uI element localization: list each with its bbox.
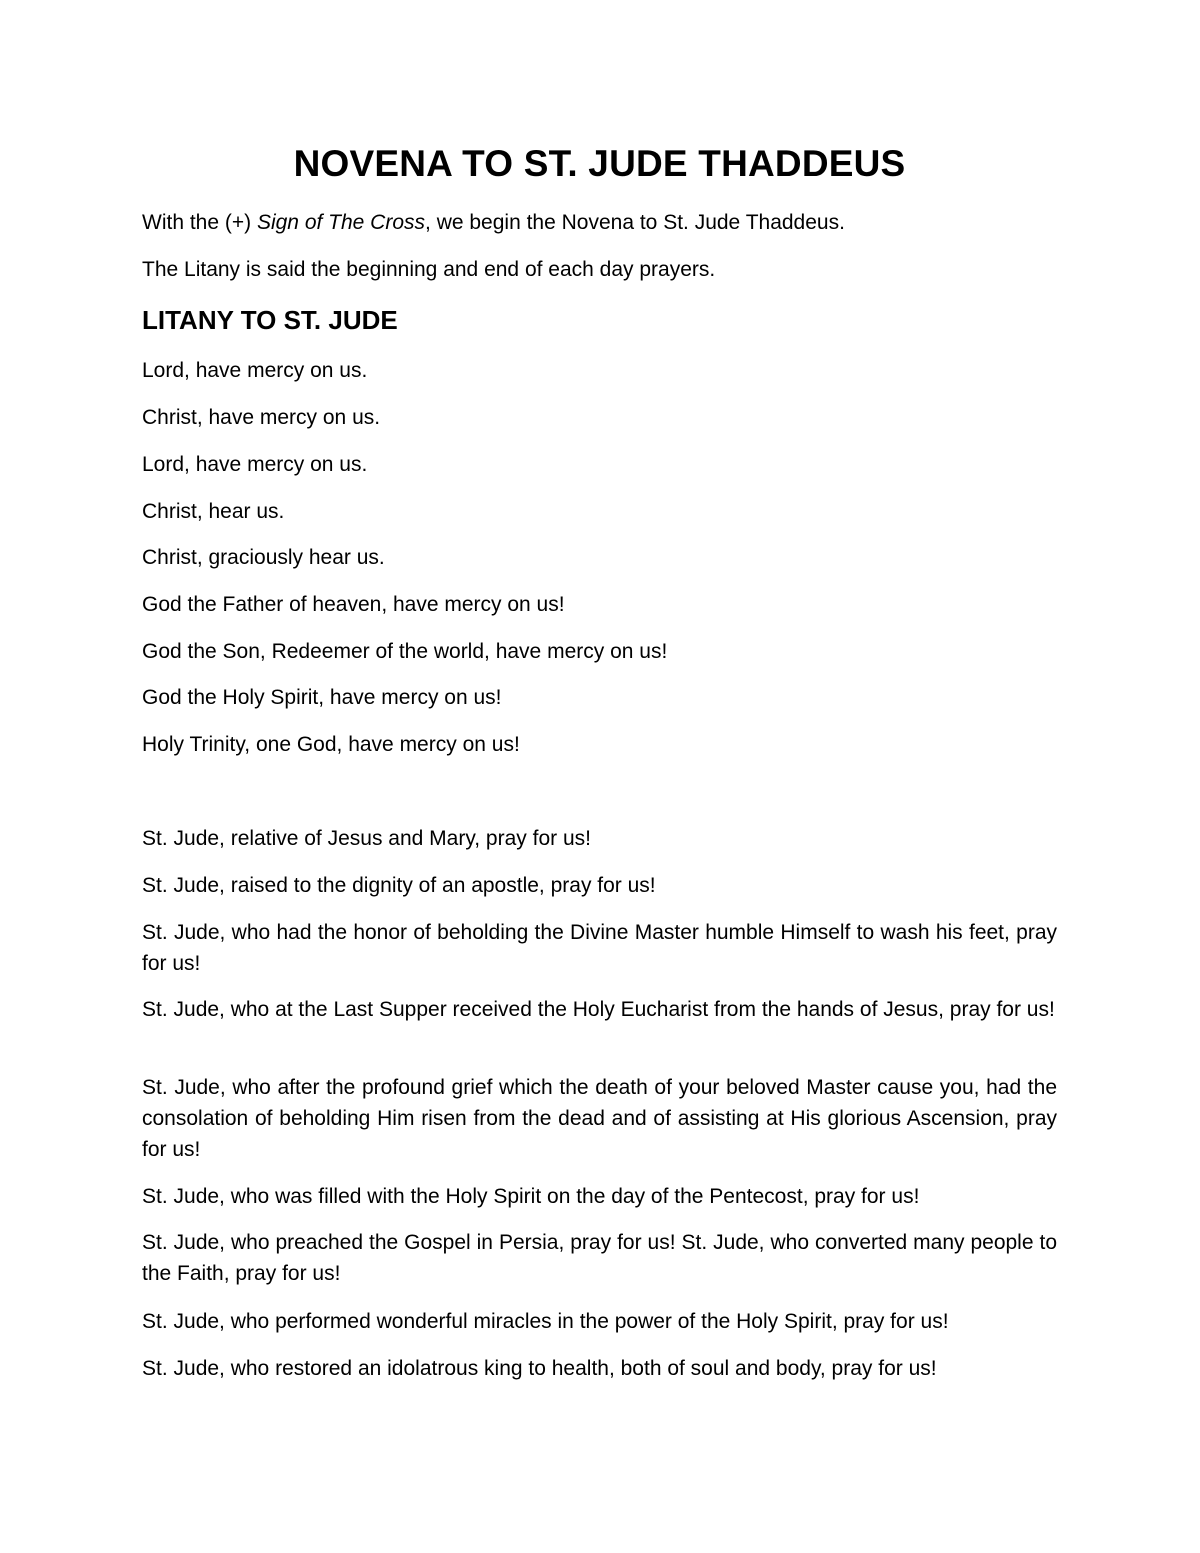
invocation-line: Christ, have mercy on us. [142,406,381,429]
litany-instruction: The Litany is said the beginning and end of each day prayers. [142,258,716,281]
sign-of-cross-text: Sign of The Cross [256,211,426,234]
invocation-line: Christ, graciously hear us. [142,546,385,569]
intro-paragraph [142,207,1057,238]
petition-line: St. Jude, who was filled with the Holy Spirit on the day of the Pentecost, pray for us! [142,1185,920,1208]
invocation-line: Lord, have mercy on us. [142,453,368,476]
petition-line: St. Jude, who had the honor of beholding the Divine Master humble Himself to wash his feet, pray for us! [142,921,1057,975]
petition-line: St. Jude, who at the Last Supper received the Holy Eucharist from the hands of Jesus, pray for us! [142,998,1055,1021]
intro-text-end: , we begin the Novena to St. Jude Thaddeus. [425,211,845,234]
petition-line: St. Jude, raised to the dignity of an apostle, pray for us! [142,874,656,897]
invocation-line: Lord, have mercy on us. [142,359,368,382]
invocation-line: God the Holy Spirit, have mercy on us! [142,686,502,709]
petition-line: St. Jude, who after the profound grief which the death of your beloved Master cause you, had the consolation of beholding Him risen from the dead and of assisting at His glorious Ascension, pray for us! [142,1076,1057,1161]
document-title: NOVENA TO ST. JUDE THADDEUS [293,143,906,184]
petition-line: St. Jude, who preached the Gospel in Persia, pray for us! St. Jude, who converted many people to the Faith, pray for us! [142,1231,1057,1285]
invocation-line: Holy Trinity, one God, have mercy on us! [142,733,520,756]
invocation-line: God the Father of heaven, have mercy on us! [142,593,565,616]
invocation-line: God the Son, Redeemer of the world, have mercy on us! [142,640,668,663]
petition-line: St. Jude, who performed wonderful miracles in the power of the Holy Spirit, pray for us! [142,1310,949,1333]
petition-line: St. Jude, who restored an idolatrous king to health, both of soul and body, pray for us! [142,1357,937,1380]
intro-text-start: With the (+) [142,211,257,234]
litany-heading: LITANY TO ST. JUDE [142,305,398,335]
petition-line: St. Jude, relative of Jesus and Mary, pray for us! [142,827,591,850]
invocation-line: Christ, hear us. [142,500,285,523]
